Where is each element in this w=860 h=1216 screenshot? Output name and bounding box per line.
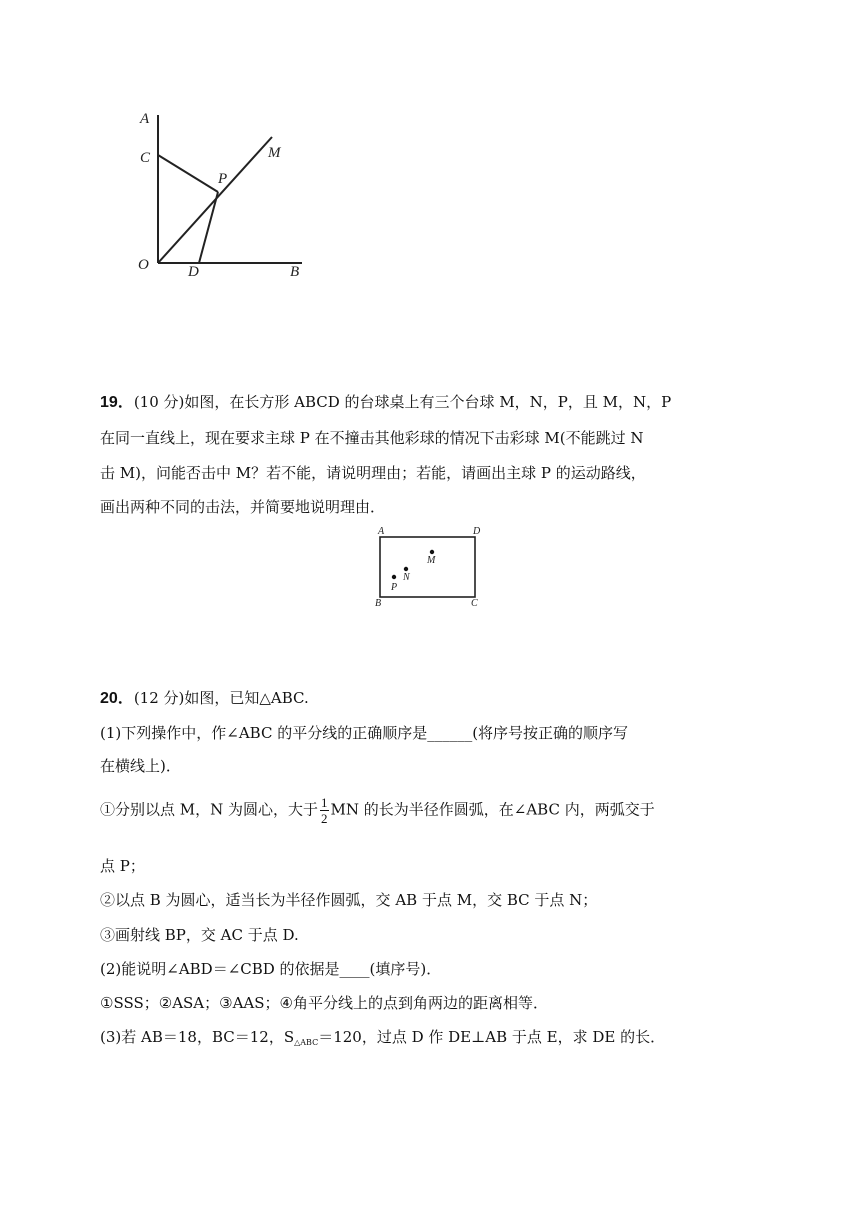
table-label-p: P [391,582,398,593]
question-number-20: 20． [100,690,134,707]
label-p: P [218,171,228,187]
label-b: B [290,264,300,280]
table-label-c: C [471,598,478,608]
q20-step3: ③画射线 BP，交 AC 于点 D. [100,926,299,944]
q19-line-2: 在同一直线上，现在要求主球 P 在不撞击其他彩球的情况下击彩球 M(不能跳过 N [100,429,644,447]
step1-post: MN 的长为半径作圆弧，在∠ABC 内，两弧交于 [330,800,655,819]
table-label-m: M [427,555,436,566]
q20-part1-line-1: (1)下列操作中，作∠ABC 的平分线的正确顺序是______(将序号按正确的顺序写 [100,724,629,742]
fraction-one-half [320,795,329,826]
table-label-a: A [378,526,385,537]
fraction-numerator: 1 [321,795,328,810]
q20-step1-cont: 点 P； [100,857,145,875]
q19-line-3: 击 M)，问能否击中 M？若不能，请说明理由；若能，请画出主球 P 的运动路线， [100,464,646,482]
part3-pre: (3)若 AB＝18，BC＝12，S [100,1028,295,1046]
q20-line-intro [100,688,309,709]
segment-pc [158,155,218,192]
table-label-d: D [473,526,481,537]
q20-options: ①SSS；②ASA；③AAS；④角平分线上的点到角两边的距离相等． [100,994,548,1012]
billiard-table-figure [370,522,490,608]
q19-line-4: 画出两种不同的击法，并简要地说明理由． [100,498,386,516]
ball-m [430,550,434,554]
q20-part3 [100,1027,665,1053]
table-label-n: N [403,572,410,583]
q19-text-1: (10 分)如图，在长方形 ABCD 的台球桌上有三个台球 M，N，P，且 M，N，P [133,393,672,411]
q20-part2: (2)能说明∠ABD＝∠CBD 的依据是____(填序号)． [100,960,442,978]
label-c: C [140,150,151,166]
angle-figure [130,105,320,285]
step1-pre: ①分别以点 M，N 为圆心，大于 [100,800,319,819]
q20-intro: (12 分)如图，已知△ABC. [133,689,309,707]
q20-part1-line-2: 在横线上)． [100,757,181,775]
ball-p [392,575,396,579]
area-subscript: △ABC [294,1038,319,1047]
q20-step1-line [100,795,655,826]
label-d: D [188,264,199,280]
q19-line-1 [100,392,671,413]
label-a: A [140,111,150,127]
fraction-denominator: 2 [321,811,328,826]
table-label-b: B [375,598,382,608]
question-number-19: 19． [100,394,134,411]
label-o: O [138,257,149,273]
ball-n [404,567,408,571]
q20-step2: ②以点 B 为圆心，适当长为半径作圆弧，交 AB 于点 M，交 BC 于点 N； [100,891,598,909]
segment-pd [199,192,218,263]
label-m: M [268,145,281,161]
part3-post: ＝120，过点 D 作 DE⊥AB 于点 E，求 DE 的长． [318,1028,666,1046]
